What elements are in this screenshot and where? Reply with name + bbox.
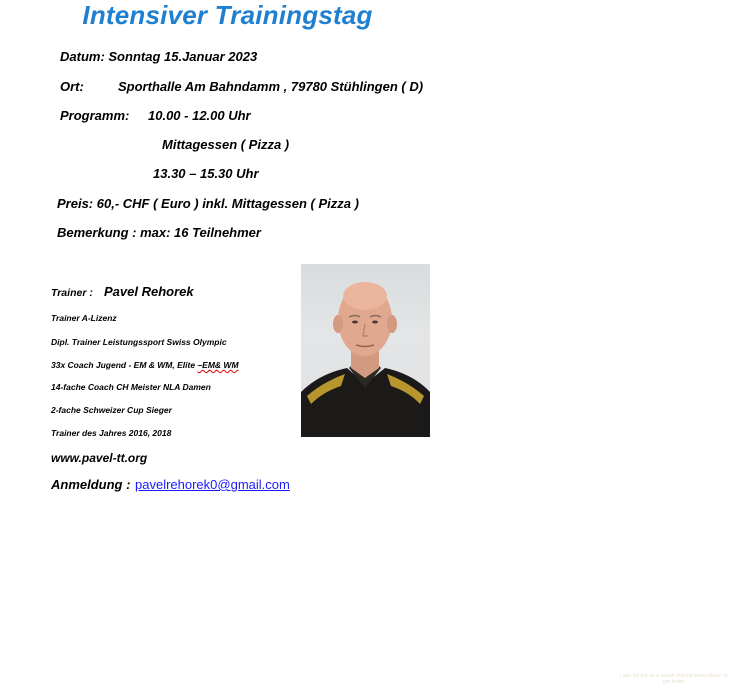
location-value: Sporthalle Am Bahndamm , 79780 Stühlingen ( D) — [118, 79, 424, 94]
credential-ch-champion: 14-fache Coach CH Meister NLA Damen — [51, 382, 211, 392]
program-morning-time: 10.00 - 12.00 Uhr — [148, 108, 251, 123]
program-label: Programm: — [60, 108, 130, 123]
remark-line: Bemerkung : max: 16 Teilnehmer — [57, 225, 261, 240]
registration-email-link[interactable]: pavelrehorek0@gmail.com — [135, 477, 290, 492]
credential-youth-coach-text: 33x Coach Jugend - EM & WM, Elite — [51, 360, 196, 370]
trainer-portrait-illustration — [301, 264, 430, 437]
credential-youth-coach — [51, 360, 239, 370]
location-label: Ort: — [60, 79, 84, 94]
date-line: Datum: Sonntag 15.Januar 2023 — [60, 49, 258, 64]
trainer-photo — [301, 264, 729, 685]
credential-coach-of-year: Trainer des Jahres 2016, 2018 — [51, 428, 172, 438]
photo-quote-text: I see my job as a coach helping every player to get better — [619, 673, 729, 685]
registration-label: Anmeldung : — [51, 477, 131, 492]
credential-license: Trainer A-Lizenz — [51, 313, 117, 323]
price-line: Preis: 60,- CHF ( Euro ) inkl. Mittagessen ( Pizza ) — [57, 196, 359, 211]
program-afternoon-time: 13.30 – 15.30 Uhr — [153, 166, 259, 181]
credential-youth-coach-tail: –EM& WM — [197, 360, 239, 370]
program-lunch: Mittagessen ( Pizza ) — [162, 137, 290, 152]
trainer-name: Pavel Rehorek — [104, 284, 194, 299]
credential-cup-winner: 2-fache Schweizer Cup Sieger — [51, 405, 172, 415]
page-title: Intensiver Trainingstag — [82, 0, 373, 30]
website-text: www.pavel-tt.org — [51, 451, 148, 465]
credential-diploma: Dipl. Trainer Leistungssport Swiss Olympic — [51, 337, 227, 347]
trainer-label: Trainer : — [51, 287, 93, 299]
